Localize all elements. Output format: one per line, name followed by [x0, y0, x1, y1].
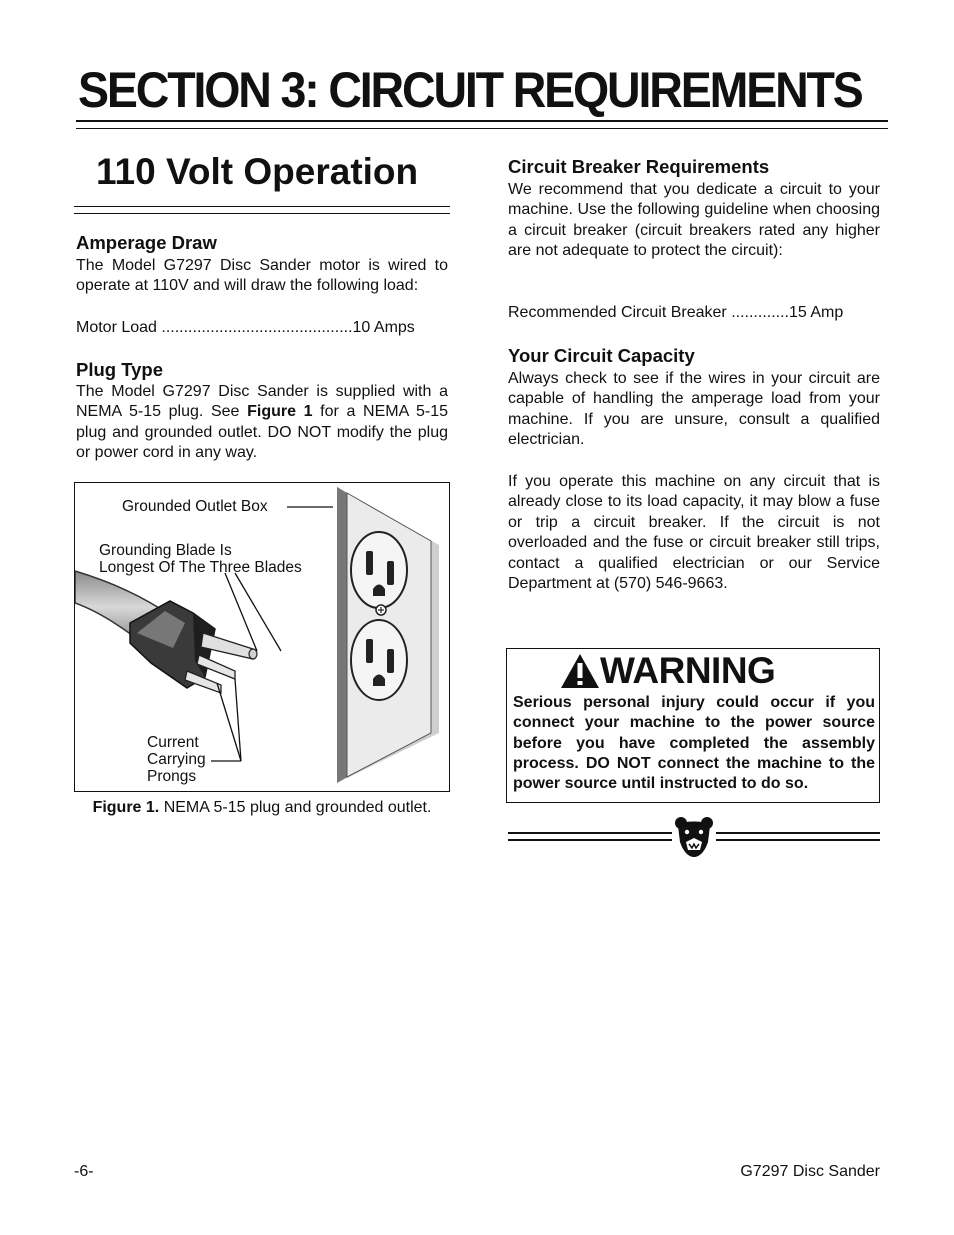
- outlet-plate: [337, 487, 439, 783]
- recommended-breaker-line: Recommended Circuit Breaker .............15 Amp: [508, 304, 844, 321]
- breaker-text: We recommend that you dedicate a circuit to your machine. Use the following guideline when choosing a circuit breaker (circuit breakers rated any higher are not adequate to protect the circuit):: [508, 181, 880, 260]
- manual-name: G7297 Disc Sander: [740, 1163, 880, 1180]
- figure-caption: Figure 1. NEMA 5-15 plug and grounded outlet.: [92, 799, 432, 816]
- divider-line-left-top: [508, 832, 672, 834]
- label-grounded-outlet-box: Grounded Outlet Box: [122, 498, 268, 515]
- label-prongs-1: Current: [147, 734, 199, 751]
- page-number: -6-: [74, 1163, 94, 1180]
- warning-triangle-icon: [560, 653, 600, 689]
- breaker-heading: Circuit Breaker Requirements: [508, 156, 770, 177]
- subsection-title: 110 Volt Operation: [96, 151, 419, 192]
- subtitle-rule-bottom: [74, 213, 450, 214]
- warning-title: WARNING: [600, 650, 776, 691]
- plug-outlet-illustration: [75, 483, 449, 791]
- capacity-text-2: If you operate this machine on any circuit that is already close to its load capacity, it may blow a fuse or trip a circuit breaker. If the circuit is not overloaded and the fuse or circuit breaker still trips, contact a qualified electrician or our Service Department at (570) 546-9663.: [508, 473, 880, 593]
- header-rule: [76, 120, 888, 122]
- subtitle-rule-top: [74, 206, 450, 207]
- plug-body: [130, 601, 257, 693]
- label-prongs-2: Carrying: [147, 751, 206, 768]
- figure-reference: Figure 1: [247, 403, 313, 421]
- label-grounding-blade-1: Grounding Blade Is: [99, 542, 232, 559]
- capacity-text-1: Always check to see if the wires in your circuit are capable of handling the amperage load from your machine. If you are unsure, consult a qualified electrician.: [508, 370, 880, 449]
- figure-1: [74, 482, 450, 792]
- bear-head-icon: [674, 816, 714, 858]
- header-rule-thin: [76, 128, 888, 129]
- warning-text: Serious personal injury could occur if you connect your machine to the power source before you have completed the assembly process. DO NOT connect the machine to the power source until instructed to do so.: [513, 694, 875, 793]
- divider-line-right-top: [716, 832, 880, 834]
- amperage-heading: Amperage Draw: [76, 232, 217, 253]
- label-prongs-3: Prongs: [147, 768, 197, 785]
- label-grounding-blade-2: Longest Of The Three Blades: [99, 559, 302, 576]
- plug-heading: Plug Type: [76, 359, 164, 380]
- motor-load-line: Motor Load ...........................................10 Amps: [76, 319, 415, 336]
- divider-line-right-bottom: [716, 839, 880, 841]
- amperage-text: The Model G7297 Disc Sander motor is wired to operate at 110V and will draw the following load:: [76, 257, 448, 295]
- capacity-heading: Your Circuit Capacity: [508, 345, 695, 366]
- section-title: SECTION 3: CIRCUIT REQUIREMENTS: [78, 62, 862, 118]
- plug-text: The Model G7297 Disc Sander is supplied with a NEMA 5-15 plug. See Figure 1 for a NEMA 5-15 plug and grounded outlet. DO NOT modify the plug or power cord in any way.: [76, 383, 449, 462]
- divider-line-left-bottom: [508, 839, 672, 841]
